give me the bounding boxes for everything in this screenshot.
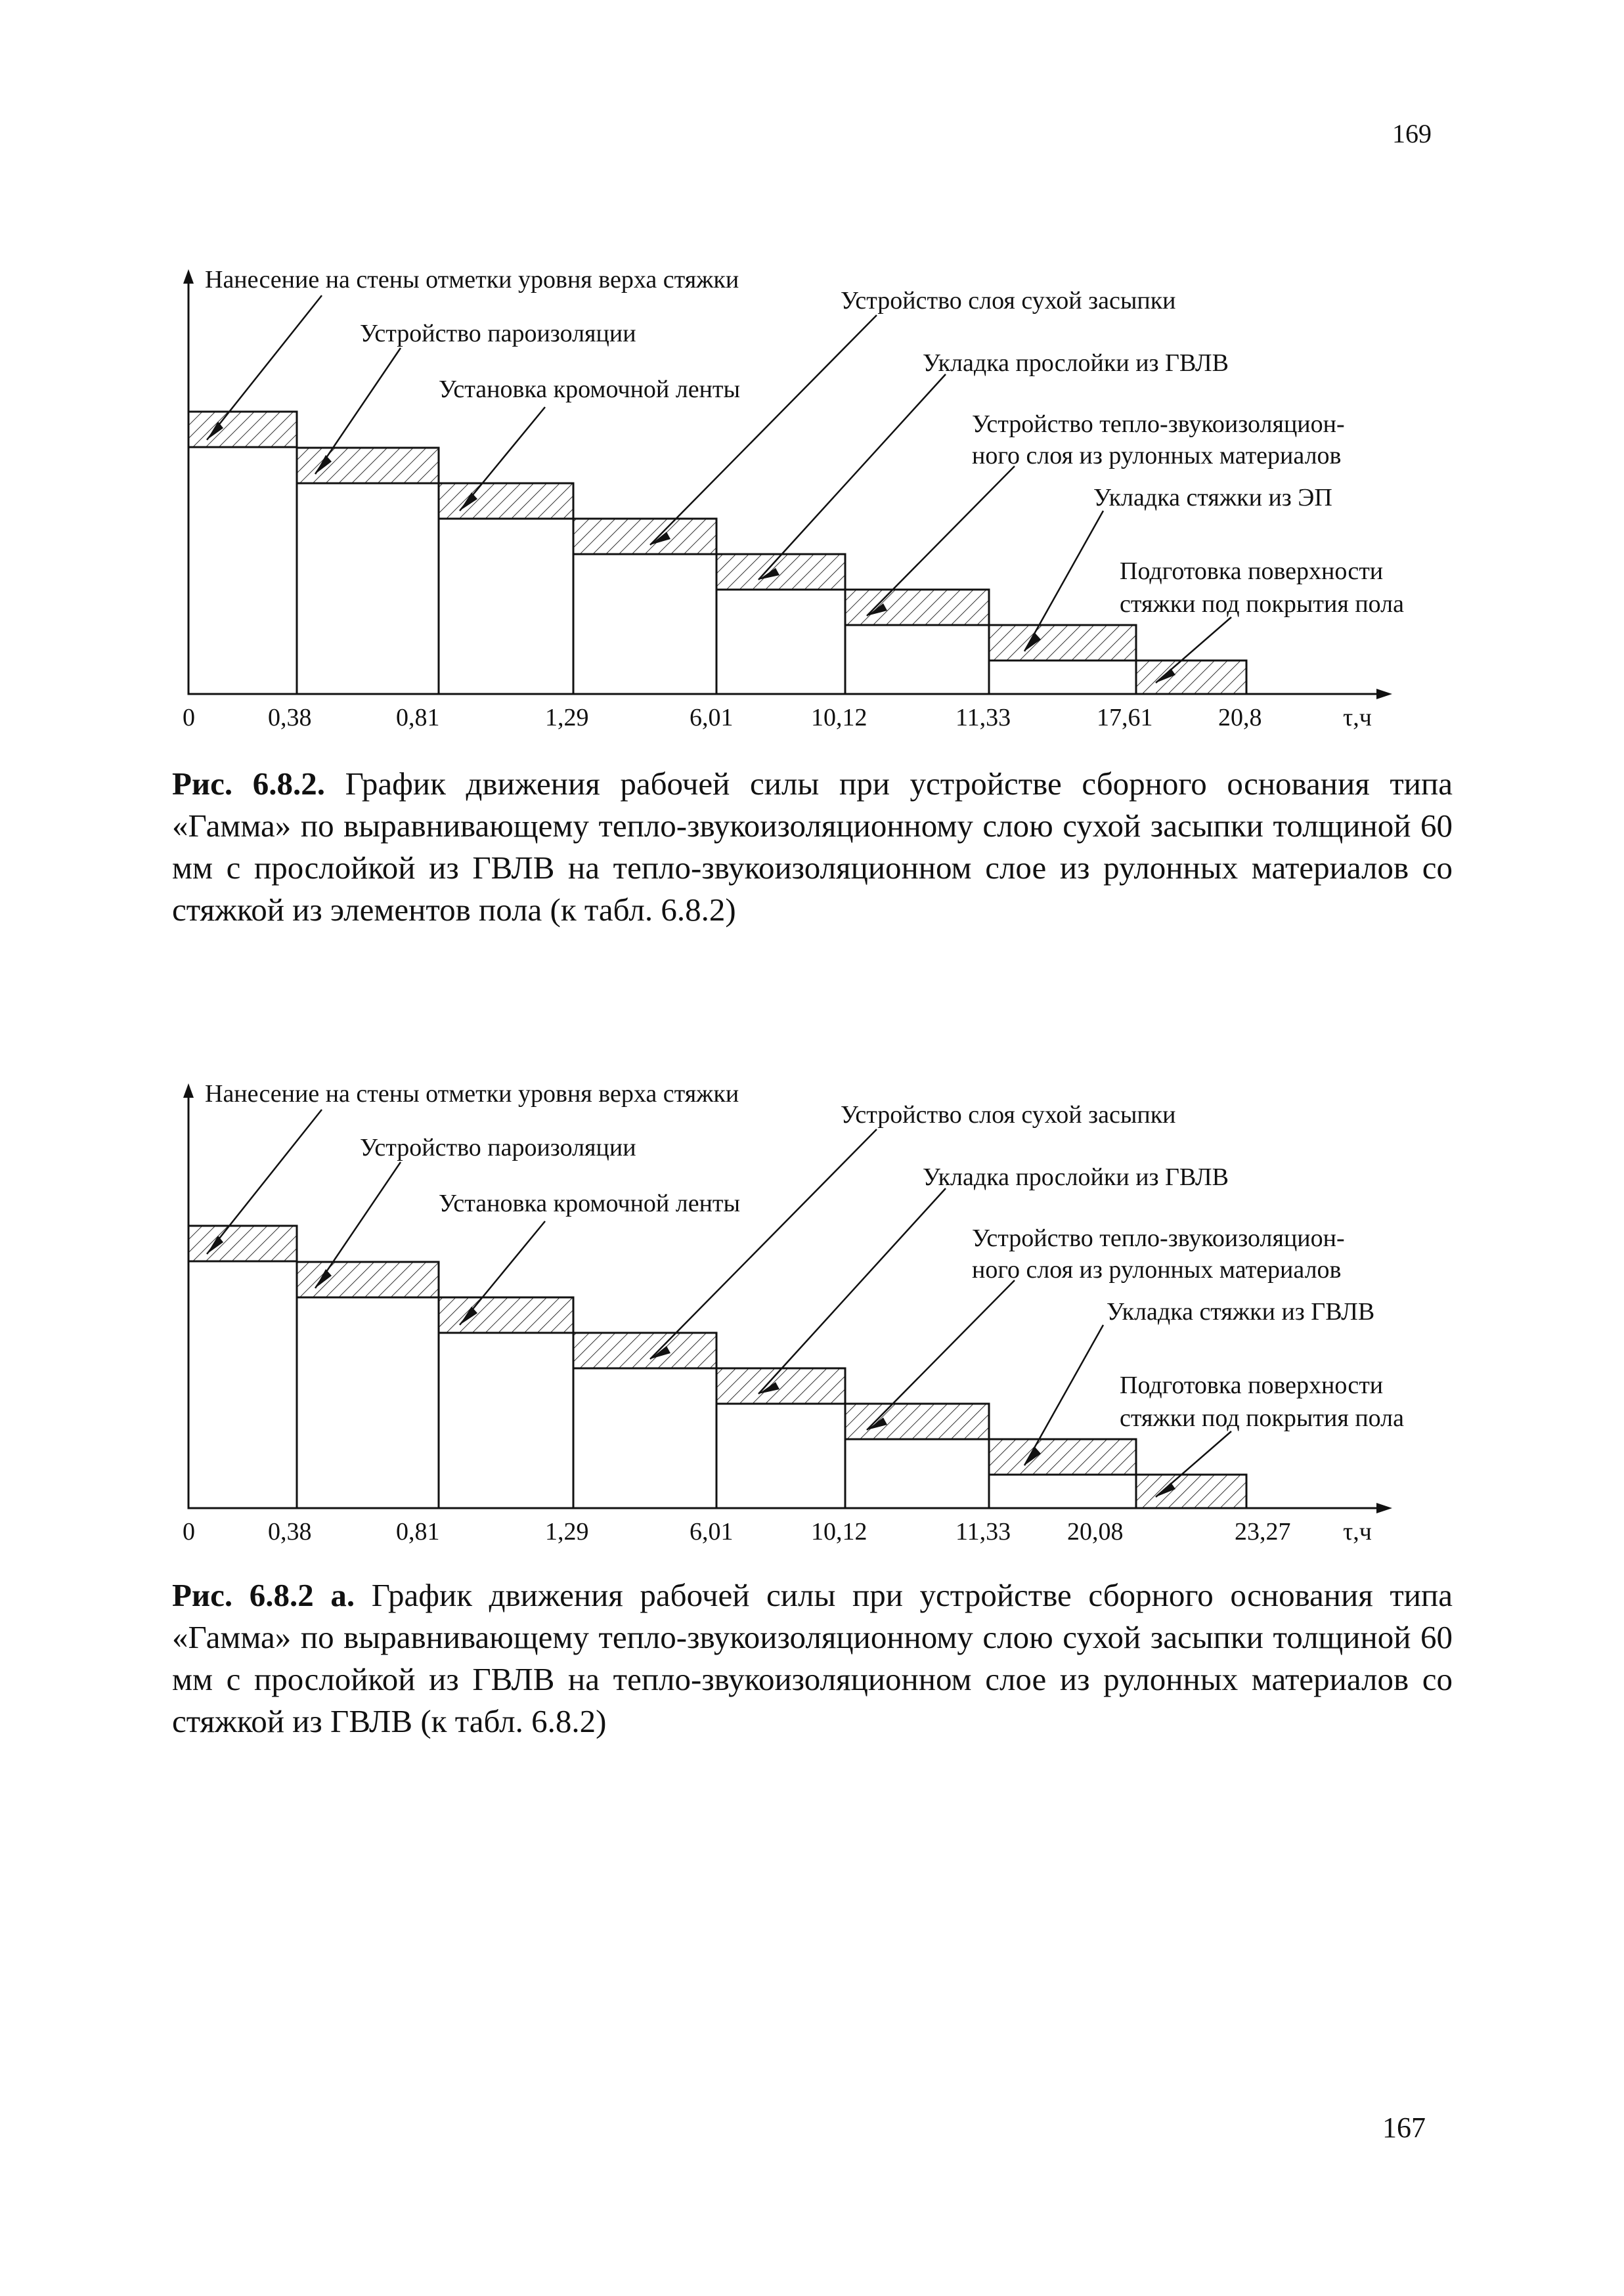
page-number-bottom: 167 — [1382, 2112, 1426, 2144]
step-7 — [989, 625, 1136, 694]
x-tick: 6,01 — [690, 1518, 734, 1546]
x-axis-arrow — [1376, 1503, 1392, 1513]
x-tick: 20,8 — [1218, 704, 1262, 731]
page-number-top: 169 — [1392, 119, 1432, 148]
step-3 — [439, 483, 573, 694]
label-insulation-b: ного слоя из рулонных материалов — [972, 1256, 1342, 1284]
label-surface-prep-a: Подготовка поверхности — [1120, 1372, 1384, 1399]
caption-number: Рис. 6.8.2. — [172, 766, 326, 802]
x-tick: 23,27 — [1235, 1518, 1291, 1546]
y-axis-arrow — [183, 1083, 194, 1098]
label-dry-fill: Устройство слоя сухой засыпки — [841, 1101, 1176, 1129]
x-tick: 0,81 — [396, 704, 440, 731]
x-tick: 11,33 — [955, 1518, 1011, 1546]
step-8 — [1136, 1475, 1246, 1508]
label-dry-fill: Устройство слоя сухой засыпки — [841, 287, 1176, 314]
step-2 — [297, 1262, 439, 1508]
label-insulation-a: Устройство тепло-звукоизоляцион- — [972, 410, 1345, 438]
figure-caption-2 — [172, 1574, 1453, 1743]
label-edge-tape: Установка кромочной ленты — [439, 376, 741, 403]
label-gvlv-layer: Укладка прослойки из ГВЛВ — [923, 1163, 1229, 1191]
label-marking: Нанесение на стены отметки уровня верха стяжки — [205, 1080, 739, 1108]
label-surface-prep-a: Подготовка поверхности — [1120, 557, 1384, 585]
x-tick: 1,29 — [545, 704, 589, 731]
caption-text: График движения рабочей силы при устройстве сборного основания типа «Гамма» по выравнивающему тепло-звукоизоляционному слою сухой засыпки толщиной 60 мм с прослойкой из ГВЛВ на тепло-звукоизоляционном слое из рулонных материалов со стяжкой из ГВЛВ (к табл. 6.8.2) — [172, 1577, 1453, 1739]
x-tick: 17,61 — [1097, 704, 1153, 731]
label-screed: Укладка стяжки из ГВЛВ — [1107, 1298, 1375, 1326]
label-marking: Нанесение на стены отметки уровня верха стяжки — [205, 266, 739, 293]
x-tick: 10,12 — [811, 704, 867, 731]
step-4 — [573, 519, 716, 694]
step-1 — [188, 412, 297, 694]
x-tick: 1,29 — [545, 1518, 589, 1546]
x-tick: 0,38 — [268, 704, 312, 731]
label-surface-prep-b: стяжки под покрытия пола — [1120, 590, 1404, 618]
step-3 — [439, 1297, 573, 1508]
x-tick: 11,33 — [955, 704, 1011, 731]
step-6 — [845, 590, 989, 694]
step-4 — [573, 1333, 716, 1508]
label-insulation-a: Устройство тепло-звукоизоляцион- — [972, 1224, 1345, 1252]
label-insulation-b: ного слоя из рулонных материалов — [972, 442, 1342, 469]
step-5 — [716, 1368, 845, 1508]
x-tick: 20,08 — [1067, 1518, 1124, 1546]
caption-text: График движения рабочей силы при устройстве сборного основания типа «Гамма» по выравнивающему тепло-звукоизоляционному слою сухой засыпки толщиной 60 мм с прослойкой из ГВЛВ на тепло-звукоизоляционном слое из рулонных материалов со стяжкой из элементов пола (к табл. 6.8.2) — [172, 766, 1453, 928]
label-vapor-barrier: Устройство пароизоляции — [360, 1134, 636, 1161]
label-vapor-barrier: Устройство пароизоляции — [360, 320, 636, 347]
y-axis-arrow — [183, 269, 194, 284]
workforce-schedule-chart-1 — [0, 249, 1624, 748]
label-surface-prep-b: стяжки под покрытия пола — [1120, 1404, 1404, 1432]
x-axis-unit: τ,ч — [1343, 1518, 1372, 1546]
x-tick: 6,01 — [690, 704, 734, 731]
workforce-schedule-chart-2 — [0, 1064, 1624, 1563]
x-axis-unit: τ,ч — [1343, 704, 1372, 731]
step-8 — [1136, 661, 1246, 694]
x-tick: 0 — [183, 704, 195, 731]
step-5 — [716, 554, 845, 694]
step-6 — [845, 1404, 989, 1508]
x-tick: 0,81 — [396, 1518, 440, 1546]
label-edge-tape: Установка кромочной ленты — [439, 1190, 741, 1217]
step-1 — [188, 1226, 297, 1508]
x-tick: 0,38 — [268, 1518, 312, 1546]
step-7 — [989, 1439, 1136, 1508]
x-tick: 0 — [183, 1518, 195, 1546]
x-axis-arrow — [1376, 689, 1392, 699]
x-tick: 10,12 — [811, 1518, 867, 1546]
step-2 — [297, 448, 439, 694]
label-screed: Укладка стяжки из ЭП — [1093, 484, 1332, 511]
caption-number: Рис. 6.8.2 а. — [172, 1577, 355, 1613]
figure-caption-1 — [172, 763, 1453, 931]
label-gvlv-layer: Укладка прослойки из ГВЛВ — [923, 349, 1229, 377]
